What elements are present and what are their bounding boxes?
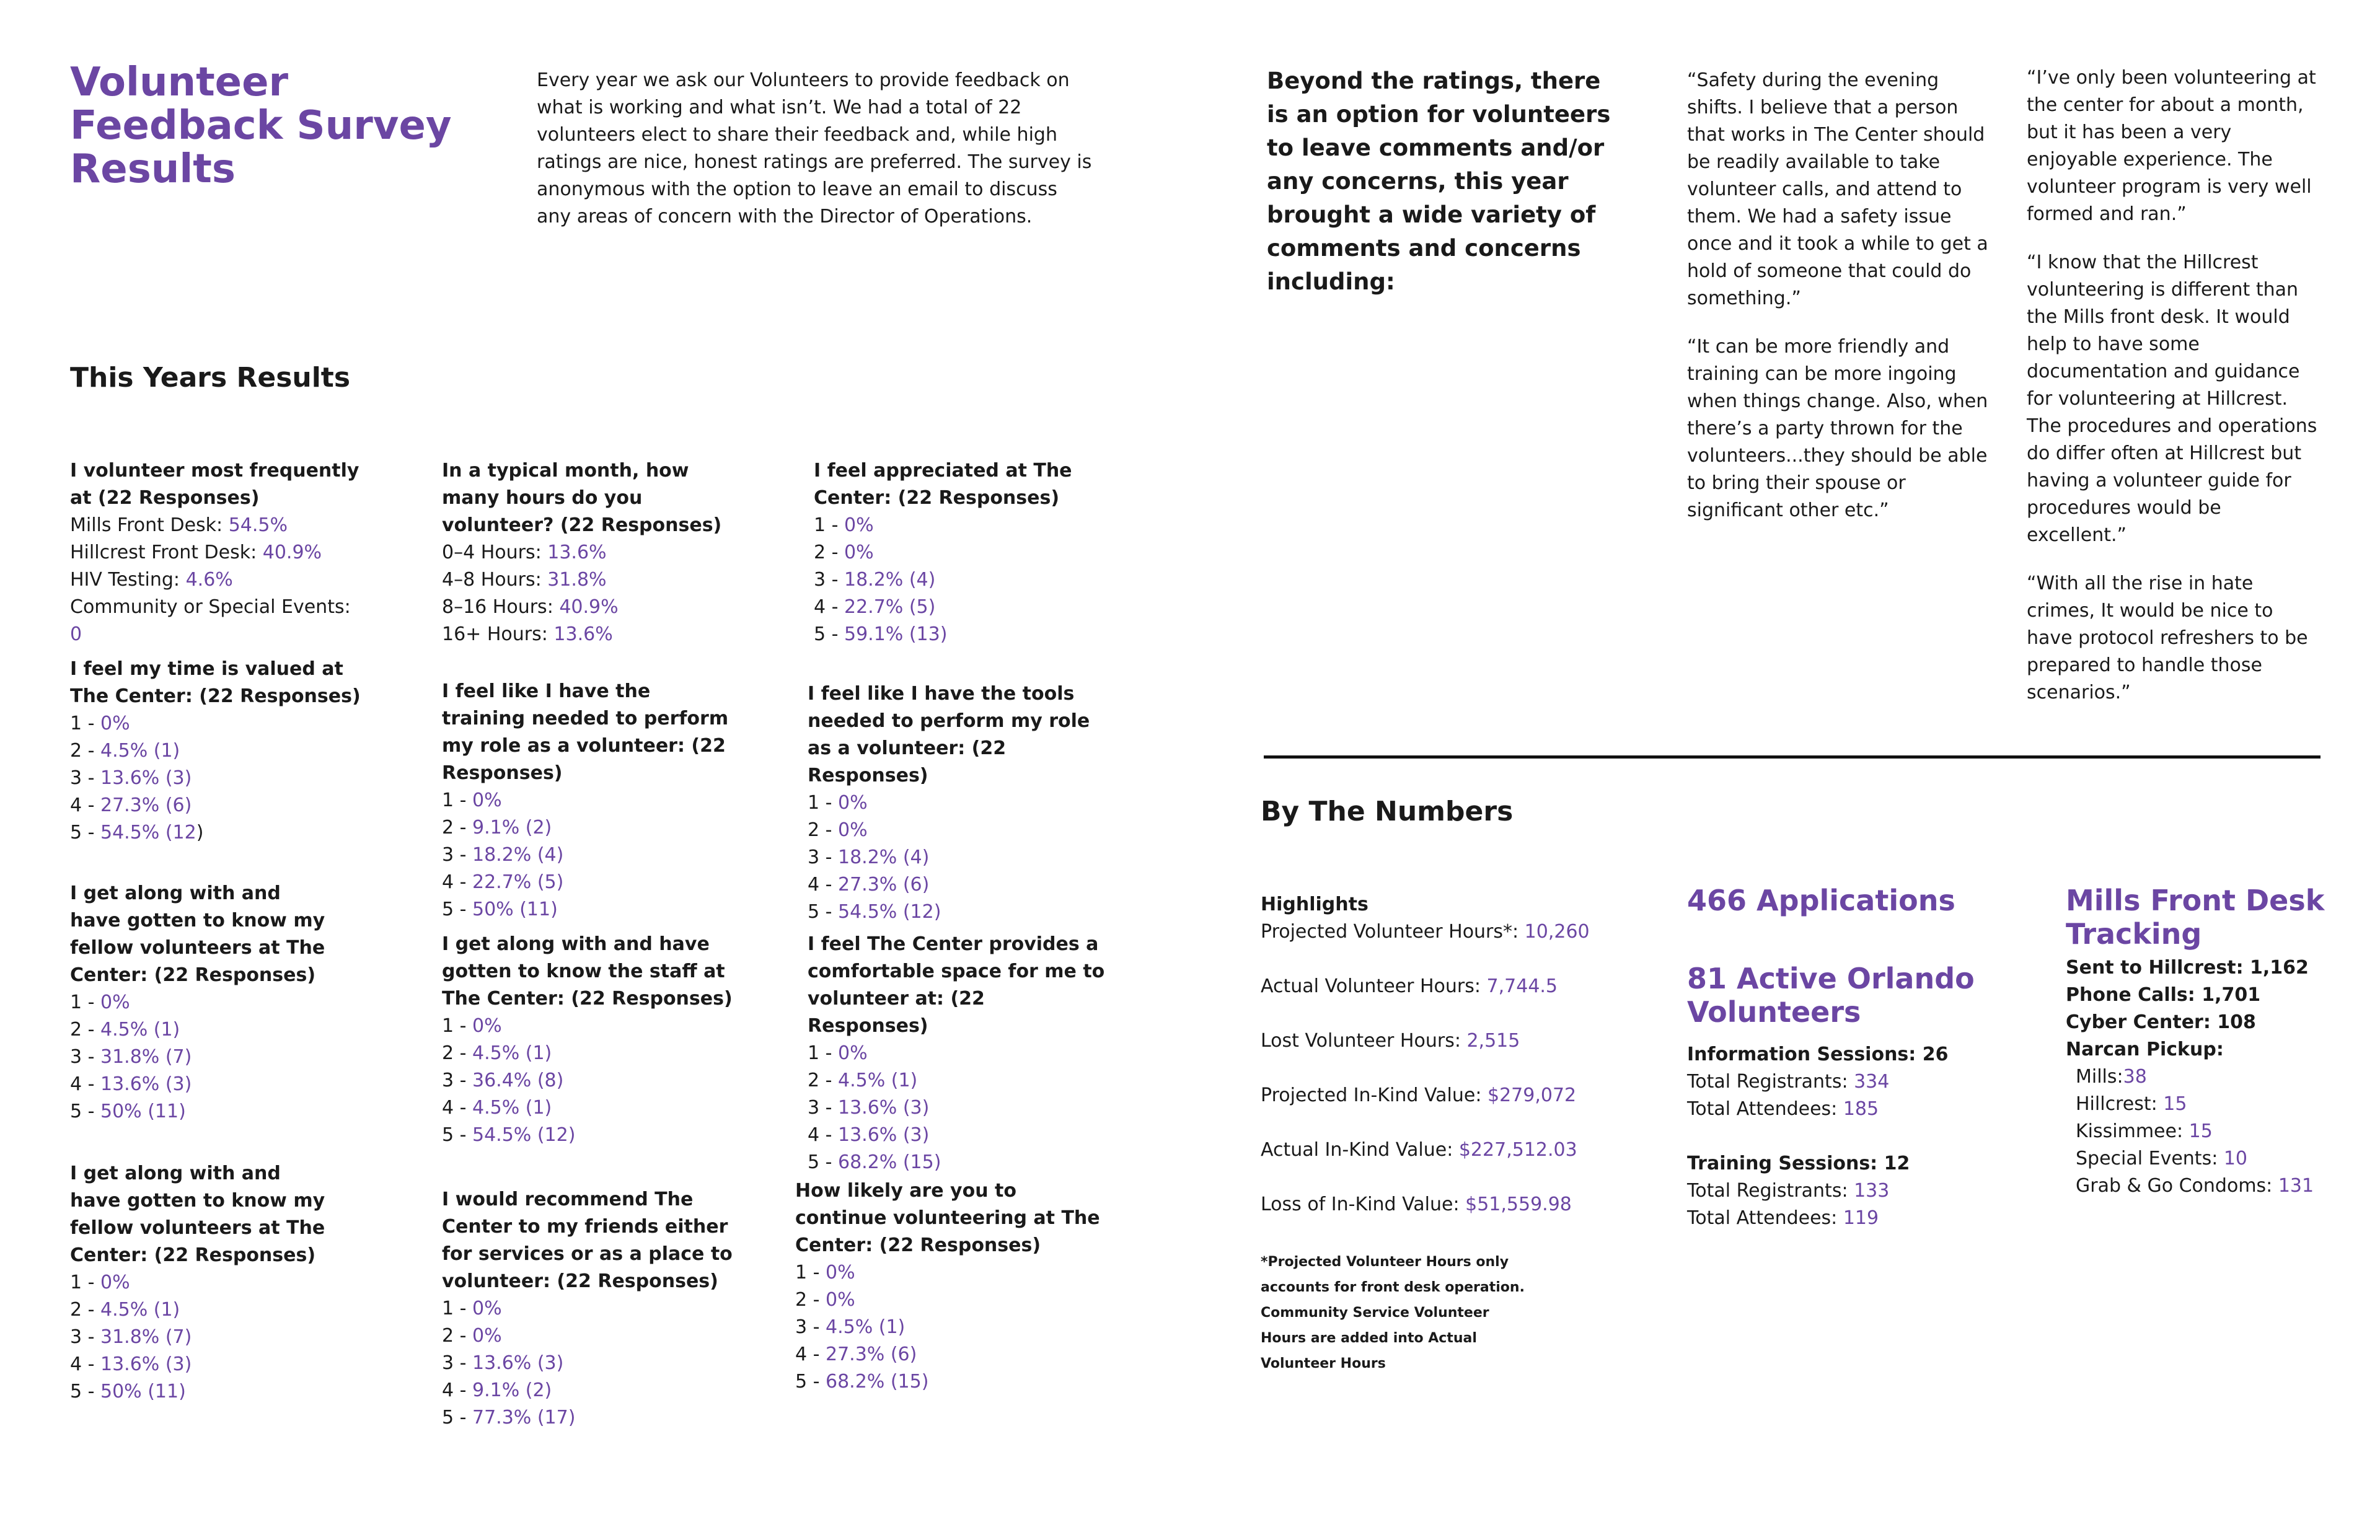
answer-value: 185 — [1843, 1098, 1879, 1120]
answer-label: Projected In-Kind Value: — [1261, 1085, 1488, 1106]
answer-line — [442, 896, 733, 923]
answer-label: 8–16 Hours: — [442, 596, 560, 618]
answer-line — [795, 1287, 1105, 1314]
answer-label: Mills: — [2076, 1066, 2123, 1088]
answer-label: 4 - — [442, 1379, 472, 1401]
answer-label: 2 - — [442, 1042, 472, 1064]
answer-value: 9.1% (2) — [472, 1379, 552, 1401]
answer-line — [442, 787, 733, 814]
answer-value: 0% — [837, 1042, 868, 1064]
answer-list — [70, 710, 368, 847]
question-text: I feel appreciated at The Center: (22 Responses) — [814, 460, 1072, 509]
answer-value: 0% — [837, 819, 868, 841]
footnote: *Projected Volunteer Hours only accounts for front desk operation. Community Service Volunteer Hours are added into Actual Volunteer Hours — [1261, 1254, 1525, 1371]
answer-value: 13.6% — [547, 542, 607, 563]
answer-label: 5 - — [808, 1151, 838, 1173]
answer-label: 5 - — [70, 1381, 100, 1402]
answer-label: Hillcrest Front Desk: — [70, 542, 263, 563]
answer-line — [442, 539, 733, 566]
answer-value: 13.6% (3) — [472, 1352, 564, 1374]
question-text: I feel like I have the training needed to perform my role as a volunteer: (22 Responses) — [442, 680, 729, 784]
question-block — [70, 656, 368, 847]
answer-value: 38 — [2123, 1066, 2147, 1088]
quote-text: “I know that the Hillcrest volunteering is different than the Mills front desk. It would help to have some documentation and guidance for volunteering at Hillcrest. The procedures and operations do differ often at Hillcrest but having a volunteer guide for procedures would be excellent.” — [2027, 252, 2317, 546]
answer-line — [808, 871, 1105, 899]
answer-value: 13.6% (3) — [100, 767, 192, 789]
answer-line — [442, 1122, 733, 1149]
answer-value: 22.7% (5) — [472, 871, 564, 893]
question-block — [442, 678, 733, 923]
answer-value: 13.6% (3) — [837, 1097, 930, 1119]
question-text: I get along with and have gotten to know my fellow volunteers at The Center: (22 Responses) — [70, 882, 325, 986]
answer-label: Community or Special Events: — [70, 596, 351, 618]
answer-value: 77.3% (17) — [472, 1407, 576, 1428]
question-block — [442, 457, 733, 648]
answer-list — [795, 1259, 1105, 1396]
answer-value: 0% — [100, 1272, 130, 1293]
answer-label: 2 - — [808, 1070, 838, 1091]
stat-line: Narcan Pickup: — [2066, 1039, 2224, 1060]
answer-line — [442, 869, 733, 896]
answer-value: 15 — [2188, 1120, 2213, 1142]
question-text: I feel The Center provides a comfortable space for me to volunteer at: (22 Responses) — [808, 933, 1105, 1037]
numbers-heading: By The Numbers — [1261, 796, 1514, 827]
answer-line — [442, 1322, 733, 1350]
answer-label: 5 - — [442, 1407, 472, 1428]
question-block — [442, 1186, 733, 1432]
answer-label: Total Attendees: — [1687, 1207, 1843, 1229]
answer-label: 1 - — [795, 1262, 826, 1283]
answer-label: 2 - — [814, 542, 844, 563]
question-text: How likely are you to continue volunteering at The Center: (22 Responses) — [795, 1180, 1100, 1256]
answer-list — [442, 787, 733, 923]
answer-value: $279,072 — [1488, 1085, 1577, 1106]
narcan-list — [2066, 1063, 2326, 1200]
question-text: I would recommend The Center to my friends either for services or as a place to volunteer: (22 Responses) — [442, 1189, 733, 1292]
answer-label: 1 - — [70, 713, 100, 734]
answer-line — [1261, 973, 1645, 1000]
answer-label: Kissimmee: — [2076, 1120, 2189, 1142]
answer-label: 4 - — [808, 1124, 838, 1146]
answer-line — [1261, 1137, 1645, 1164]
results-heading: This Years Results — [70, 362, 351, 394]
answer-label: 2 - — [70, 1019, 100, 1041]
answer-value: 119 — [1843, 1207, 1879, 1229]
comments-intro: Beyond the ratings, there is an option for volunteers to leave comments and/or any concerns, this year brought a wide variety of comments and concerns including: — [1267, 68, 1611, 295]
answer-line — [70, 710, 368, 737]
answer-line — [2076, 1118, 2326, 1145]
answer-line — [70, 989, 337, 1016]
info-sessions-list — [1687, 1068, 2009, 1123]
answer-value: 31.8% (7) — [100, 1326, 192, 1348]
active-volunteers-heading: 81 Active Orlando Volunteers — [1687, 962, 1975, 1029]
answer-value: 50% (11) — [472, 899, 558, 920]
answer-line — [814, 539, 1105, 566]
answer-value: 4.5% (1) — [472, 1097, 552, 1119]
answer-line — [1261, 1191, 1645, 1218]
answer-label: 1 - — [808, 792, 838, 814]
answer-value: 31.8% (7) — [100, 1046, 192, 1068]
answer-line — [442, 594, 733, 621]
question-block — [70, 457, 368, 648]
answer-label: Actual In-Kind Value: — [1261, 1139, 1459, 1161]
answer-line — [442, 1067, 733, 1094]
answer-line — [70, 1044, 337, 1071]
highlights-heading: Highlights — [1261, 894, 1368, 915]
answer-line — [2076, 1173, 2326, 1200]
answer-value: 50% (11) — [100, 1381, 186, 1402]
answer-line — [808, 1040, 1105, 1067]
mills-heading: Mills Front Desk Tracking — [2066, 884, 2325, 951]
answer-line — [70, 1269, 337, 1296]
answer-label: 1 - — [808, 1042, 838, 1064]
answer-value: 4.5% (1) — [825, 1316, 906, 1338]
answer-value: 27.3% (6) — [837, 874, 930, 895]
answer-value: 59.1% (13) — [844, 623, 948, 645]
answer-line — [1261, 1027, 1645, 1055]
answer-label: 1 - — [70, 992, 100, 1013]
highlights-block — [1261, 891, 1645, 1218]
answer-label: Actual Volunteer Hours: — [1261, 975, 1487, 997]
answer-line — [1261, 1082, 1645, 1109]
answer-line — [70, 1351, 337, 1378]
answer-value: 68.2% (15) — [825, 1371, 929, 1393]
answer-label: 3 - — [808, 847, 838, 868]
answer-line — [808, 1122, 1105, 1149]
answer-label: 5 - — [70, 822, 100, 843]
answer-value: 133 — [1854, 1180, 1890, 1202]
answer-list — [70, 1269, 337, 1406]
answer-label: Grab & Go Condoms: — [2076, 1175, 2278, 1197]
answer-line — [2076, 1145, 2326, 1173]
answer-value: 36.4% (8) — [472, 1070, 564, 1091]
question-text: In a typical month, how many hours do you volunteer? (22 Responses) — [442, 460, 722, 536]
answer-label: 3 - — [808, 1097, 838, 1119]
quote-column-2 — [2027, 64, 2324, 728]
answer-label: 4 - — [70, 1073, 100, 1095]
answer-value: 40.9% — [262, 542, 322, 563]
answer-value: $51,559.98 — [1465, 1194, 1572, 1215]
answer-label: 3 - — [70, 1326, 100, 1348]
answer-label: Total Registrants: — [1687, 1071, 1854, 1093]
answer-line — [1687, 1205, 2009, 1232]
answer-label: 2 - — [442, 817, 472, 838]
answer-label: 4 - — [795, 1344, 826, 1365]
answer-label: 1 - — [442, 1298, 472, 1319]
answer-label: Special Events: — [2076, 1148, 2224, 1169]
answer-line — [795, 1341, 1105, 1368]
answer-value: 18.2% (4) — [837, 847, 930, 868]
answer-value: 22.7% (5) — [844, 596, 936, 618]
answer-value: 10 — [2223, 1148, 2248, 1169]
answer-line — [1687, 1096, 2009, 1123]
answer-list — [442, 1013, 733, 1149]
answer-label: 5 - — [795, 1371, 826, 1393]
answer-line — [70, 1098, 337, 1125]
answer-value: 0% — [100, 713, 130, 734]
answer-value: 40.9% — [559, 596, 619, 618]
answer-line — [442, 842, 733, 869]
answer-value: 0% — [844, 514, 874, 536]
answer-label: 3 - — [442, 844, 472, 866]
answer-label: Mills Front Desk: — [70, 514, 229, 536]
answer-value: 4.5% (1) — [472, 1042, 552, 1064]
answer-label: 5 - — [70, 1101, 100, 1122]
answer-list — [814, 512, 1105, 648]
answer-value: $227,512.03 — [1458, 1139, 1577, 1161]
answer-line — [442, 1040, 733, 1067]
answer-label: 2 - — [795, 1289, 826, 1311]
answer-value: 0% — [825, 1262, 855, 1283]
answer-label: 3 - — [442, 1352, 472, 1374]
answer-line — [70, 566, 368, 594]
answer-value: 13.6% — [553, 623, 613, 645]
answer-line — [70, 1324, 337, 1351]
answer-value: 50% (11) — [100, 1101, 186, 1122]
answer-line — [808, 790, 1105, 817]
question-block — [442, 931, 733, 1149]
answer-line — [442, 1404, 733, 1432]
stat-line: Phone Calls: 1,701 — [2066, 984, 2261, 1006]
answer-line — [795, 1368, 1105, 1396]
answer-line — [814, 566, 1105, 594]
answer-list — [70, 989, 337, 1125]
question-block — [795, 1177, 1105, 1396]
answer-label: Loss of In-Kind Value: — [1261, 1194, 1466, 1215]
answer-line — [70, 539, 368, 566]
answer-line — [442, 1377, 733, 1404]
answer-label: 4 - — [442, 871, 472, 893]
answer-label: 3 - — [442, 1070, 472, 1091]
answer-value: 54.5% — [228, 514, 288, 536]
question-text: I get along with and have gotten to know the staff at The Center: (22 Responses) — [442, 933, 733, 1010]
answer-label: 5 - — [442, 899, 472, 920]
question-text: I feel like I have the tools needed to perform my role as a volunteer: (22 Responses) — [808, 683, 1090, 786]
section-divider — [1264, 755, 2320, 759]
intro-paragraph: Every year we ask our Volunteers to provide feedback on what is working and what isn’t. We had a total of 22 volunteers elect to share their feedback and, while high ratings are nice, honest ratings are preferred. The survey is anonymous with the option to leave an email to discuss any areas of concern with the Director of Operations. — [537, 69, 1092, 227]
quote-column-1 — [1687, 67, 1997, 545]
answer-label: Hillcrest: — [2076, 1093, 2164, 1115]
answer-label: 5 - — [814, 623, 844, 645]
answer-label: 3 - — [70, 767, 100, 789]
answer-value: 0% — [837, 792, 868, 814]
answer-value: 4.5% (1) — [100, 1019, 180, 1041]
answer-line — [70, 1296, 337, 1324]
answer-label: Total Registrants: — [1687, 1180, 1854, 1202]
answer-value: 54.5% (12) — [472, 1124, 576, 1146]
answer-value: 0% — [472, 1325, 502, 1347]
answer-list — [808, 790, 1105, 926]
answer-line — [442, 1013, 733, 1040]
answer-value: 31.8% — [547, 569, 607, 591]
answer-list — [442, 1295, 733, 1432]
answer-label: 3 - — [795, 1316, 826, 1338]
answer-line — [2076, 1091, 2326, 1118]
answer-value: 13.6% (3) — [837, 1124, 930, 1146]
answer-value: 4.6% — [185, 569, 233, 591]
answer-value: 13.6% (3) — [100, 1353, 192, 1375]
answer-line — [442, 1350, 733, 1377]
answer-line — [70, 737, 368, 765]
answer-line — [70, 1016, 337, 1044]
answer-value: 4.5% (1) — [100, 740, 180, 762]
answer-line — [808, 899, 1105, 926]
answer-label: 16+ Hours: — [442, 623, 554, 645]
question-block — [814, 457, 1105, 648]
answer-value: 18.2% (4) — [844, 569, 936, 591]
answer-label: 4–8 Hours: — [442, 569, 548, 591]
answer-line — [442, 566, 733, 594]
training-sessions-list — [1687, 1177, 2009, 1232]
answer-label: Projected Volunteer Hours*: — [1261, 921, 1525, 943]
answer-label: 3 - — [814, 569, 844, 591]
answer-value: 131 — [2278, 1175, 2314, 1197]
answer-line — [70, 1378, 337, 1406]
answer-value: 0% — [844, 542, 874, 563]
answer-value: 7,744.5 — [1486, 975, 1558, 997]
stat-line: Cyber Center: 108 — [2066, 1011, 2256, 1033]
answer-line — [808, 1149, 1105, 1176]
question-block — [808, 931, 1105, 1176]
answer-line — [795, 1314, 1105, 1341]
mills-tracking-block — [2066, 884, 2326, 1200]
answer-value: 13.6% (3) — [100, 1073, 192, 1095]
answer-line — [808, 1067, 1105, 1094]
question-block — [70, 880, 337, 1125]
answer-label: Total Attendees: — [1687, 1098, 1843, 1120]
answer-line — [808, 1094, 1105, 1122]
answer-value: 15 — [2163, 1093, 2187, 1115]
stat-line: Sent to Hillcrest: 1,162 — [2066, 957, 2309, 979]
info-sessions: Information Sessions: 26 — [1687, 1044, 1949, 1065]
question-text: I volunteer most frequently at (22 Responses) — [70, 460, 359, 509]
answer-line — [70, 594, 368, 648]
question-block — [70, 1160, 337, 1406]
answer-line — [442, 1295, 733, 1322]
question-block — [808, 680, 1105, 926]
answer-value: 2,515 — [1466, 1030, 1520, 1052]
quote-text: “With all the rise in hate crimes, It would be nice to have protocol refreshers to be prepared to handle those scenarios.” — [2027, 573, 2308, 703]
answer-value: 9.1% (2) — [472, 817, 552, 838]
answer-line — [808, 844, 1105, 871]
answer-value: 0% — [472, 1015, 502, 1037]
answer-label: 5 - — [808, 901, 838, 923]
answer-value: 0 — [70, 623, 82, 645]
answer-label: 1 - — [70, 1272, 100, 1293]
answer-value: 4.5% (1) — [837, 1070, 918, 1091]
answer-label: 1 - — [442, 1015, 472, 1037]
answer-value: 68.2% (15) — [837, 1151, 941, 1173]
answer-line — [2076, 1063, 2326, 1091]
answer-value: 10,260 — [1524, 921, 1590, 943]
answer-label: 2 - — [808, 819, 838, 841]
answer-value: 18.2% (4) — [472, 844, 564, 866]
answer-list — [808, 1040, 1105, 1176]
answer-label: 1 - — [814, 514, 844, 536]
answer-line — [70, 819, 368, 847]
answer-line — [1687, 1068, 2009, 1096]
answer-list — [70, 512, 368, 648]
answer-label: 4 - — [70, 794, 100, 816]
answer-value: 0% — [100, 992, 130, 1013]
answer-line — [442, 621, 733, 648]
answer-line — [442, 1094, 733, 1122]
answer-label: 2 - — [442, 1325, 472, 1347]
answer-label: 4 - — [808, 874, 838, 895]
quote-text: “Safety during the evening shifts. I believe that a person that works in The Center should be readily available to take volunteer calls, and attend to them. We had a safety issue once and it took a while to get a hold of someone that could do something.” — [1687, 69, 1988, 309]
answer-line — [795, 1259, 1105, 1287]
answer-line — [814, 512, 1105, 539]
quote-text: “It can be more friendly and training can be more ingoing when things change. Also, when there’s a party thrown for the volunteers...they should be able to bring their spouse or significant other etc.” — [1687, 336, 1988, 521]
answer-label: 0–4 Hours: — [442, 542, 548, 563]
answer-label: 4 - — [814, 596, 844, 618]
answer-value: 0% — [825, 1289, 855, 1311]
answer-value: 27.3% (6) — [100, 794, 192, 816]
answer-line — [70, 765, 368, 792]
quote-text: “I’ve only been volunteering at the center for about a month, but it has been a very enjoyable experience. The volunteer program is very well formed and ran.” — [2027, 67, 2316, 225]
answer-value: 0% — [472, 1298, 502, 1319]
answer-label: 2 - — [70, 1299, 100, 1321]
answer-label: 4 - — [442, 1097, 472, 1119]
answer-line — [1687, 1177, 2009, 1205]
answer-list — [442, 539, 733, 648]
answer-line — [70, 512, 368, 539]
answer-label: 2 - — [70, 740, 100, 762]
answer-line — [814, 621, 1105, 648]
answer-line — [814, 594, 1105, 621]
answer-label: 5 - — [442, 1124, 472, 1146]
answer-suffix: ) — [196, 822, 204, 843]
question-text: I feel my time is valued at The Center: (22 Responses) — [70, 658, 361, 707]
answer-label: 4 - — [70, 1353, 100, 1375]
answer-value: 27.3% (6) — [825, 1344, 917, 1365]
highlights-list — [1261, 918, 1645, 1218]
training-sessions: Training Sessions: 12 — [1687, 1153, 1910, 1174]
answer-label: Lost Volunteer Hours: — [1261, 1030, 1467, 1052]
answer-line — [1261, 918, 1645, 946]
answer-value: 334 — [1854, 1071, 1890, 1093]
answer-line — [442, 814, 733, 842]
answer-label: 3 - — [70, 1046, 100, 1068]
applications-count: 466 Applications — [1687, 884, 1955, 917]
page-title: Volunteer Feedback Survey Results — [70, 59, 452, 192]
answer-label: HIV Testing: — [70, 569, 186, 591]
active-volunteers-block — [1687, 962, 2009, 1232]
answer-value: 0% — [472, 790, 502, 811]
answer-value: 4.5% (1) — [100, 1299, 180, 1321]
answer-line — [70, 1071, 337, 1098]
answer-line — [808, 817, 1105, 844]
answer-value: 54.5% (12) — [837, 901, 941, 923]
answer-line — [70, 792, 368, 819]
answer-value: 54.5% (12 — [100, 822, 196, 843]
question-text: I get along with and have gotten to know my fellow volunteers at The Center: (22 Responses) — [70, 1163, 325, 1266]
answer-label: 1 - — [442, 790, 472, 811]
